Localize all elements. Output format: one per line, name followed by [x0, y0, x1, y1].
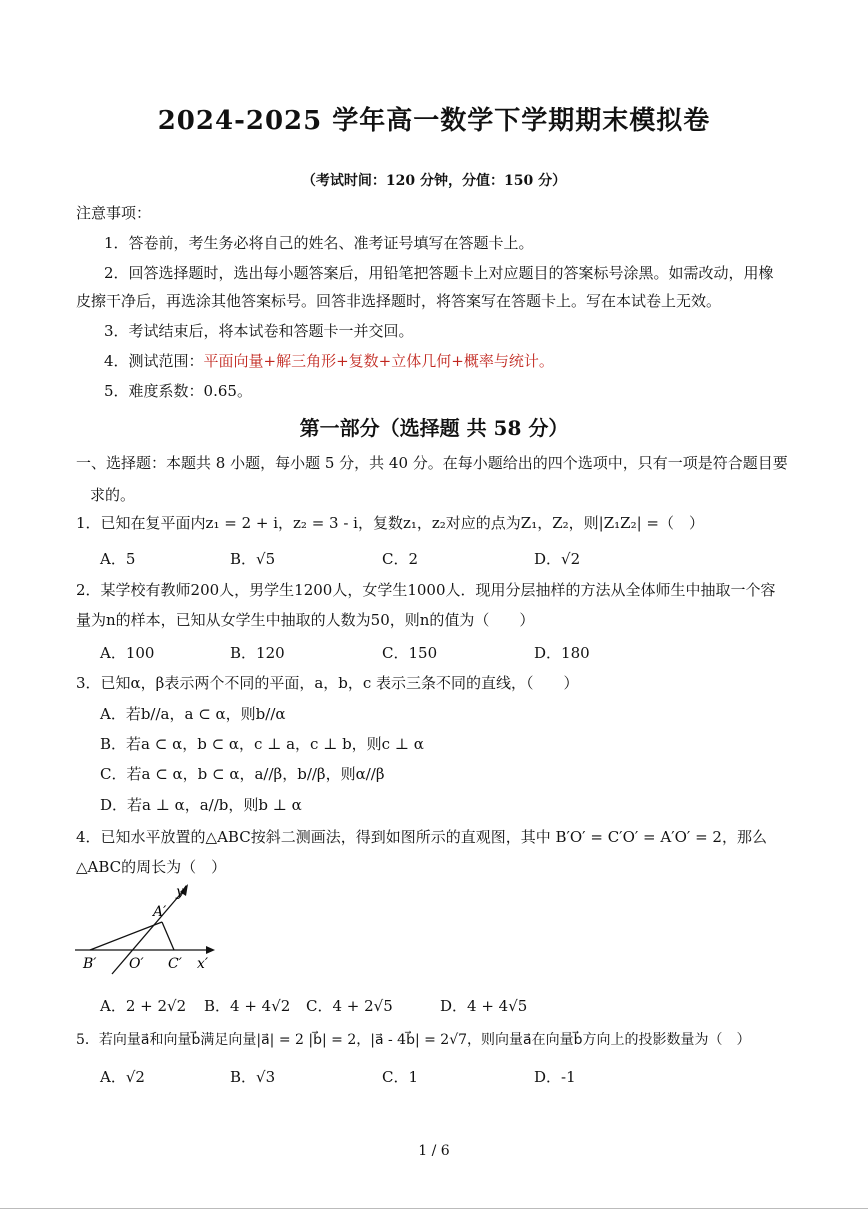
q4-oblique-figure: [70, 876, 220, 976]
note-4-label: 4．测试范围：: [104, 352, 204, 370]
q4-option-b: B．4 + 4√2: [204, 997, 291, 1015]
q1-option-d: D．√2: [534, 550, 581, 568]
q2-option-d: D．180: [534, 644, 590, 662]
label-y-axis: y′: [176, 884, 188, 900]
exam-info: （考试时间：120 分钟，分值：150 分）: [301, 173, 567, 189]
q4-option-a: A．2 + 2√2: [100, 997, 187, 1015]
q1-option-a: A．5: [100, 550, 136, 568]
note-5: 5．难度系数：0.65。: [104, 382, 252, 400]
label-c: C′: [168, 956, 182, 972]
q3-option-b: B．若a ⊂ α，b ⊂ α，c ⊥ a，c ⊥ b，则c ⊥ α: [100, 735, 424, 753]
page-edge-divider: [0, 1208, 868, 1209]
note-1: 1．答卷前，考生务必将自己的姓名、准考证号填写在答题卡上。: [104, 234, 534, 252]
label-a: A′: [153, 904, 167, 920]
q2-option-a: A．100: [100, 644, 155, 662]
test-scope: 平面向量+解三角形+复数+立体几何+概率与统计。: [203, 352, 554, 370]
q5-option-c: C．1: [382, 1068, 419, 1086]
q4-option-d: D．4 + 4√5: [440, 997, 528, 1015]
note-3: 3．考试结束后，将本试卷和答题卡一并交回。: [104, 322, 414, 340]
part1-instructions-1: 一、选择题：本题共 8 小题，每小题 5 分，共 40 分。在每小题给出的四个选项中，只有一项是符合题目要: [76, 454, 788, 472]
side-a-c: [162, 922, 174, 950]
q3-option-c: C．若a ⊂ α，b ⊂ α，a//β，b//β，则α//β: [100, 765, 385, 783]
label-o: O′: [129, 956, 144, 972]
note-2a: 2．回答选择题时，选出每小题答案后，用铅笔把答题卡上对应题目的答案标号涂黑。如需改动，用橡: [104, 264, 774, 282]
x-axis-arrow: [206, 946, 215, 954]
q4-stem-2: △ABC的周长为（ ）: [76, 858, 227, 876]
label-b: B′: [83, 956, 97, 972]
q3-option-a: A．若b//a，a ⊂ α，则b//α: [100, 705, 286, 723]
q4-stem-1: 4．已知水平放置的△ABC按斜二测画法，得到如图所示的直观图，其中 B′O′ = C′O′ = A′O′ = 2，那么: [76, 828, 767, 846]
q5-stem: 5．若向量a⃗和向量b⃗满足向量|a⃗| = 2 |b⃗| = 2，|a⃗ - 4b⃗| = 2√7，则向量a⃗在向量b⃗方向上的投影数量为（ ）: [76, 1032, 751, 1048]
note-4: [104, 351, 554, 371]
note-2b: 皮擦干净后，再选涂其他答案标号。回答非选择题时，将答案写在答题卡上。写在本试卷上无效。: [76, 292, 722, 310]
section-title: 第一部分（选择题 共 58 分）: [299, 416, 569, 440]
q1-stem: 1．已知在复平面内z₁ = 2 + i，z₂ = 3 - i，复数z₁，z₂对应的点为Z₁，Z₂，则|Z₁Z₂| =（ ）: [76, 514, 704, 532]
side-b-a: [90, 922, 162, 950]
part1-instructions-2: 求的。: [90, 486, 136, 504]
q5-option-a: A．√2: [100, 1068, 145, 1086]
q1-option-b: B．√5: [230, 550, 276, 568]
q2-stem-2: 量为n的样本，已知从女学生中抽取的人数为50，则n的值为（ ）: [76, 611, 535, 629]
q4-option-c: C．4 + 2√5: [306, 997, 393, 1015]
q5-option-d: D．-1: [534, 1068, 576, 1086]
notes-heading: 注意事项：: [76, 204, 152, 222]
q2-option-b: B．120: [230, 644, 285, 662]
label-x-axis: x′: [197, 956, 209, 972]
q2-stem-1: 2．某学校有教师200人，男学生1200人，女学生1000人．现用分层抽样的方法从全体师生中抽取一个容: [76, 581, 776, 599]
q5-option-b: B．√3: [230, 1068, 276, 1086]
q2-option-c: C．150: [382, 644, 438, 662]
page-number: 1 / 6: [418, 1143, 450, 1159]
q3-option-d: D．若a ⊥ α，a//b，则b ⊥ α: [100, 796, 302, 814]
q1-option-c: C．2: [382, 550, 419, 568]
page-title: 2024-2025 学年高一数学下学期期末模拟卷: [157, 106, 711, 136]
q3-stem: 3．已知α，β表示两个不同的平面，a，b，c 表示三条不同的直线，（ ）: [76, 674, 579, 692]
